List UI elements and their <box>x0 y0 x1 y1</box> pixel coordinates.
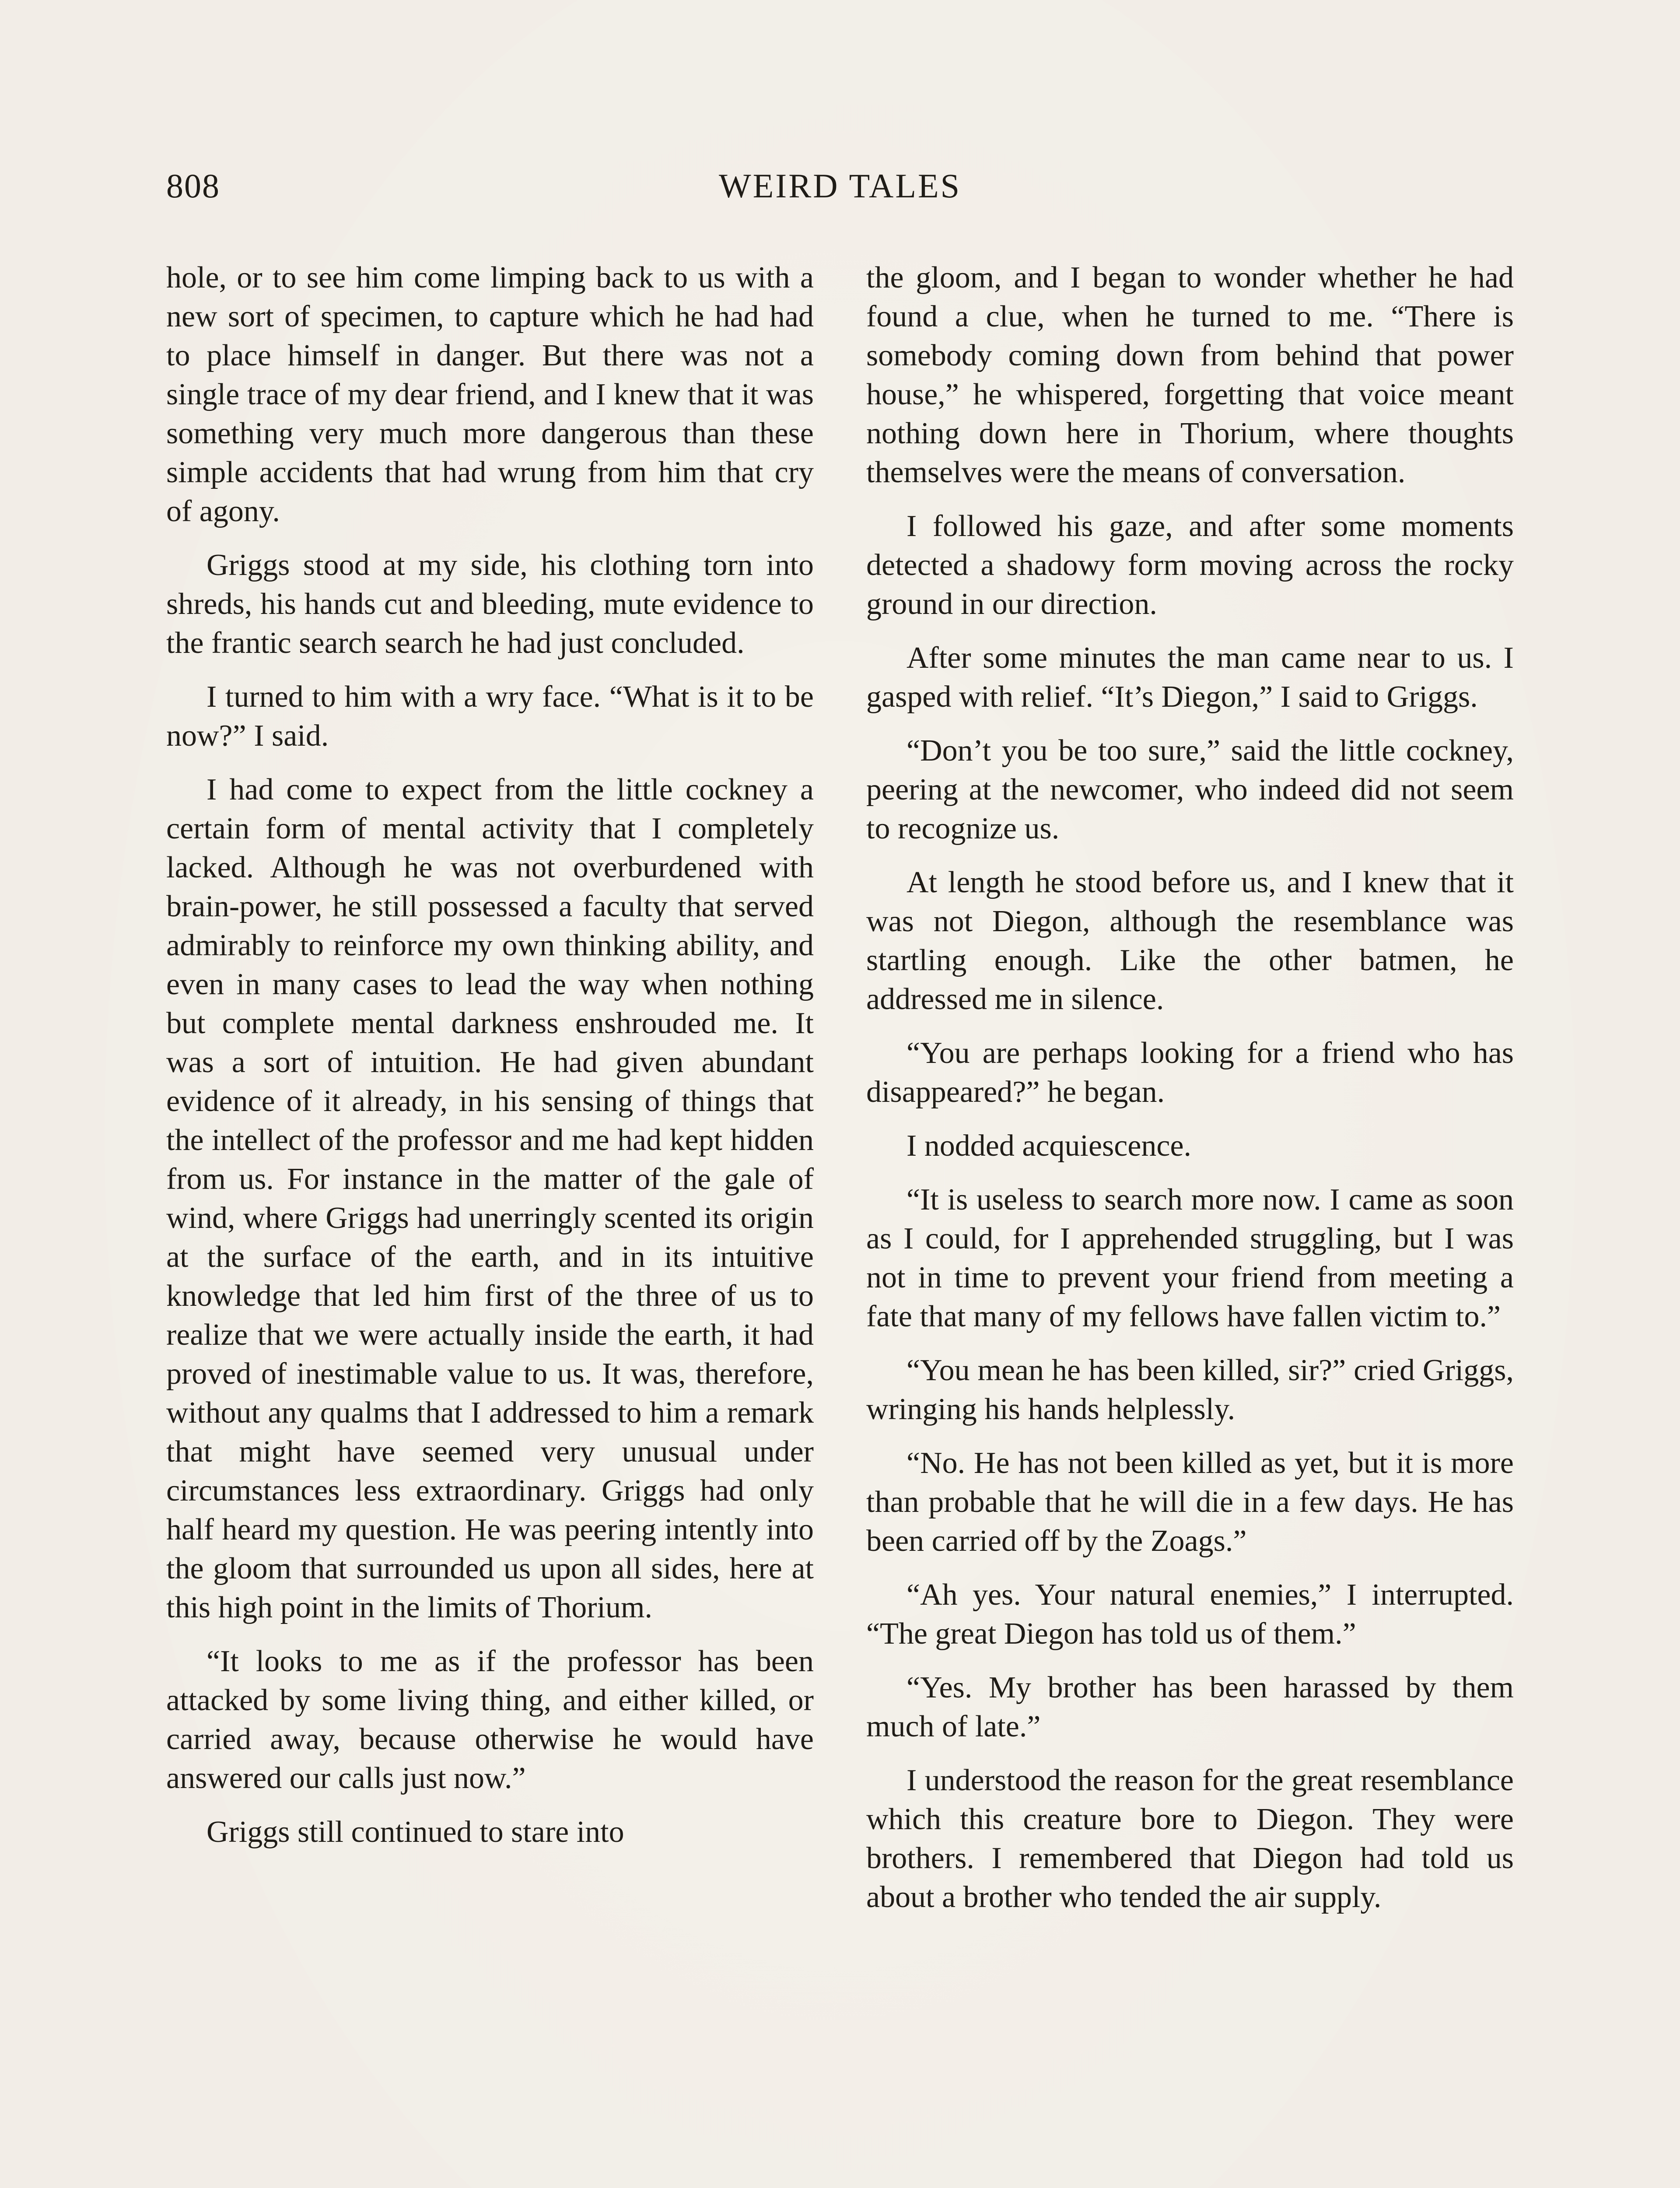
paragraph: “It is useless to search more now. I came as soon as I could, for I apprehended struggling, but I was not in time to prevent your friend from meeting a fate that many of my fellows have fallen victim to.” <box>866 1183 1514 1333</box>
paragraph: Griggs stood at my side, his clothing torn into shreds, his hands cut and bleeding, mute evidence to the frantic search search he had just concluded. <box>166 548 814 660</box>
page-number: 808 <box>166 167 220 205</box>
paragraph: “Ah yes. Your natural enemies,” I interrupted. “The great Diegon has told us of them.” <box>866 1578 1514 1651</box>
paragraph: At length he stood before us, and I knew that it was not Diegon, although the resemblance was startling enough. Like the other batmen, he addressed me in silence. <box>866 866 1514 1016</box>
magazine-title: WEIRD TALES <box>718 167 962 205</box>
paragraph: “You mean he has been killed, sir?” cried Griggs, wringing his hands helplessly. <box>866 1353 1514 1426</box>
paragraph: After some minutes the man came near to us. I gasped with relief. “It’s Diegon,” I said to Griggs. <box>866 641 1514 714</box>
paragraph: Griggs still continued to stare into <box>206 1815 624 1849</box>
left-column <box>166 258 814 1932</box>
paragraph: hole, or to see him come limping back to us with a new sort of specimen, to capture which he had had to place himself in danger. But there was not a single trace of my dear friend, and I knew that it was something very much more dangerous than these simple accidents that had wrung from him that cry of agony. <box>166 261 814 528</box>
paragraph: “No. He has not been killed as yet, but it is more than probable that he will die in a few days. He has been carried off by the Zoags.” <box>866 1446 1514 1558</box>
paragraph: I turned to him with a wry face. “What is it to be now?” I said. <box>166 680 814 753</box>
right-column <box>866 258 1514 1932</box>
paragraph: I followed his gaze, and after some moments detected a shadowy form moving across the rocky ground in our direction. <box>866 509 1514 621</box>
paragraph: “Yes. My brother has been harassed by them much of late.” <box>866 1671 1514 1743</box>
paragraph: I nodded acquiescence. <box>906 1129 1192 1163</box>
paragraph: I understood the reason for the great resemblance which this creature bore to Diegon. They were brothers. I remembered that Diegon had told us about a brother who tended the air supply. <box>866 1764 1514 1914</box>
paragraph: “Don’t you be too sure,” said the little cockney, peering at the newcomer, who indeed did not seem to recognize us. <box>866 734 1514 845</box>
running-head <box>166 166 1514 210</box>
paragraph: “It looks to me as if the professor has been attacked by some living thing, and either killed, or carried away, because otherwise he would have answered our calls just now.” <box>166 1645 814 1795</box>
paragraph: I had come to expect from the little cockney a certain form of mental activity that I completely lacked. Although he was not overburdened with brain-power, he still possessed a faculty that served admirably to reinforce my own thinking ability, and even in many cases to lead the way when nothing but complete mental darkness enshrouded me. It was a sort of intuition. He had given abundant evidence of it already, in his sensing of things that the intellect of the professor and me had kept hidden from us. For instance in the matter of the gale of wind, where Griggs had unerringly scented its origin at the surface of the earth, and in its intuitive knowledge that led him first of the three of us to realize that we were actually inside the earth, it had proved of inestimable value to us. It was, therefore, without any qualms that I addressed to him a remark that might have seemed very unusual under circumstances less extraordinary. Griggs had only half heard my question. He was peering intently into the gloom that surrounded us upon all sides, here at this high point in the limits of Thorium. <box>166 773 814 1624</box>
paragraph: the gloom, and I began to wonder whether he had found a clue, when he turned to me. “There is somebody coming down from behind that power house,” he whispered, forgetting that voice meant nothing down here in Thorium, where thoughts themselves were the means of conversation. <box>866 261 1514 489</box>
paragraph: “You are perhaps looking for a friend who has disappeared?” he began. <box>866 1036 1514 1109</box>
article-columns <box>166 258 1514 1932</box>
